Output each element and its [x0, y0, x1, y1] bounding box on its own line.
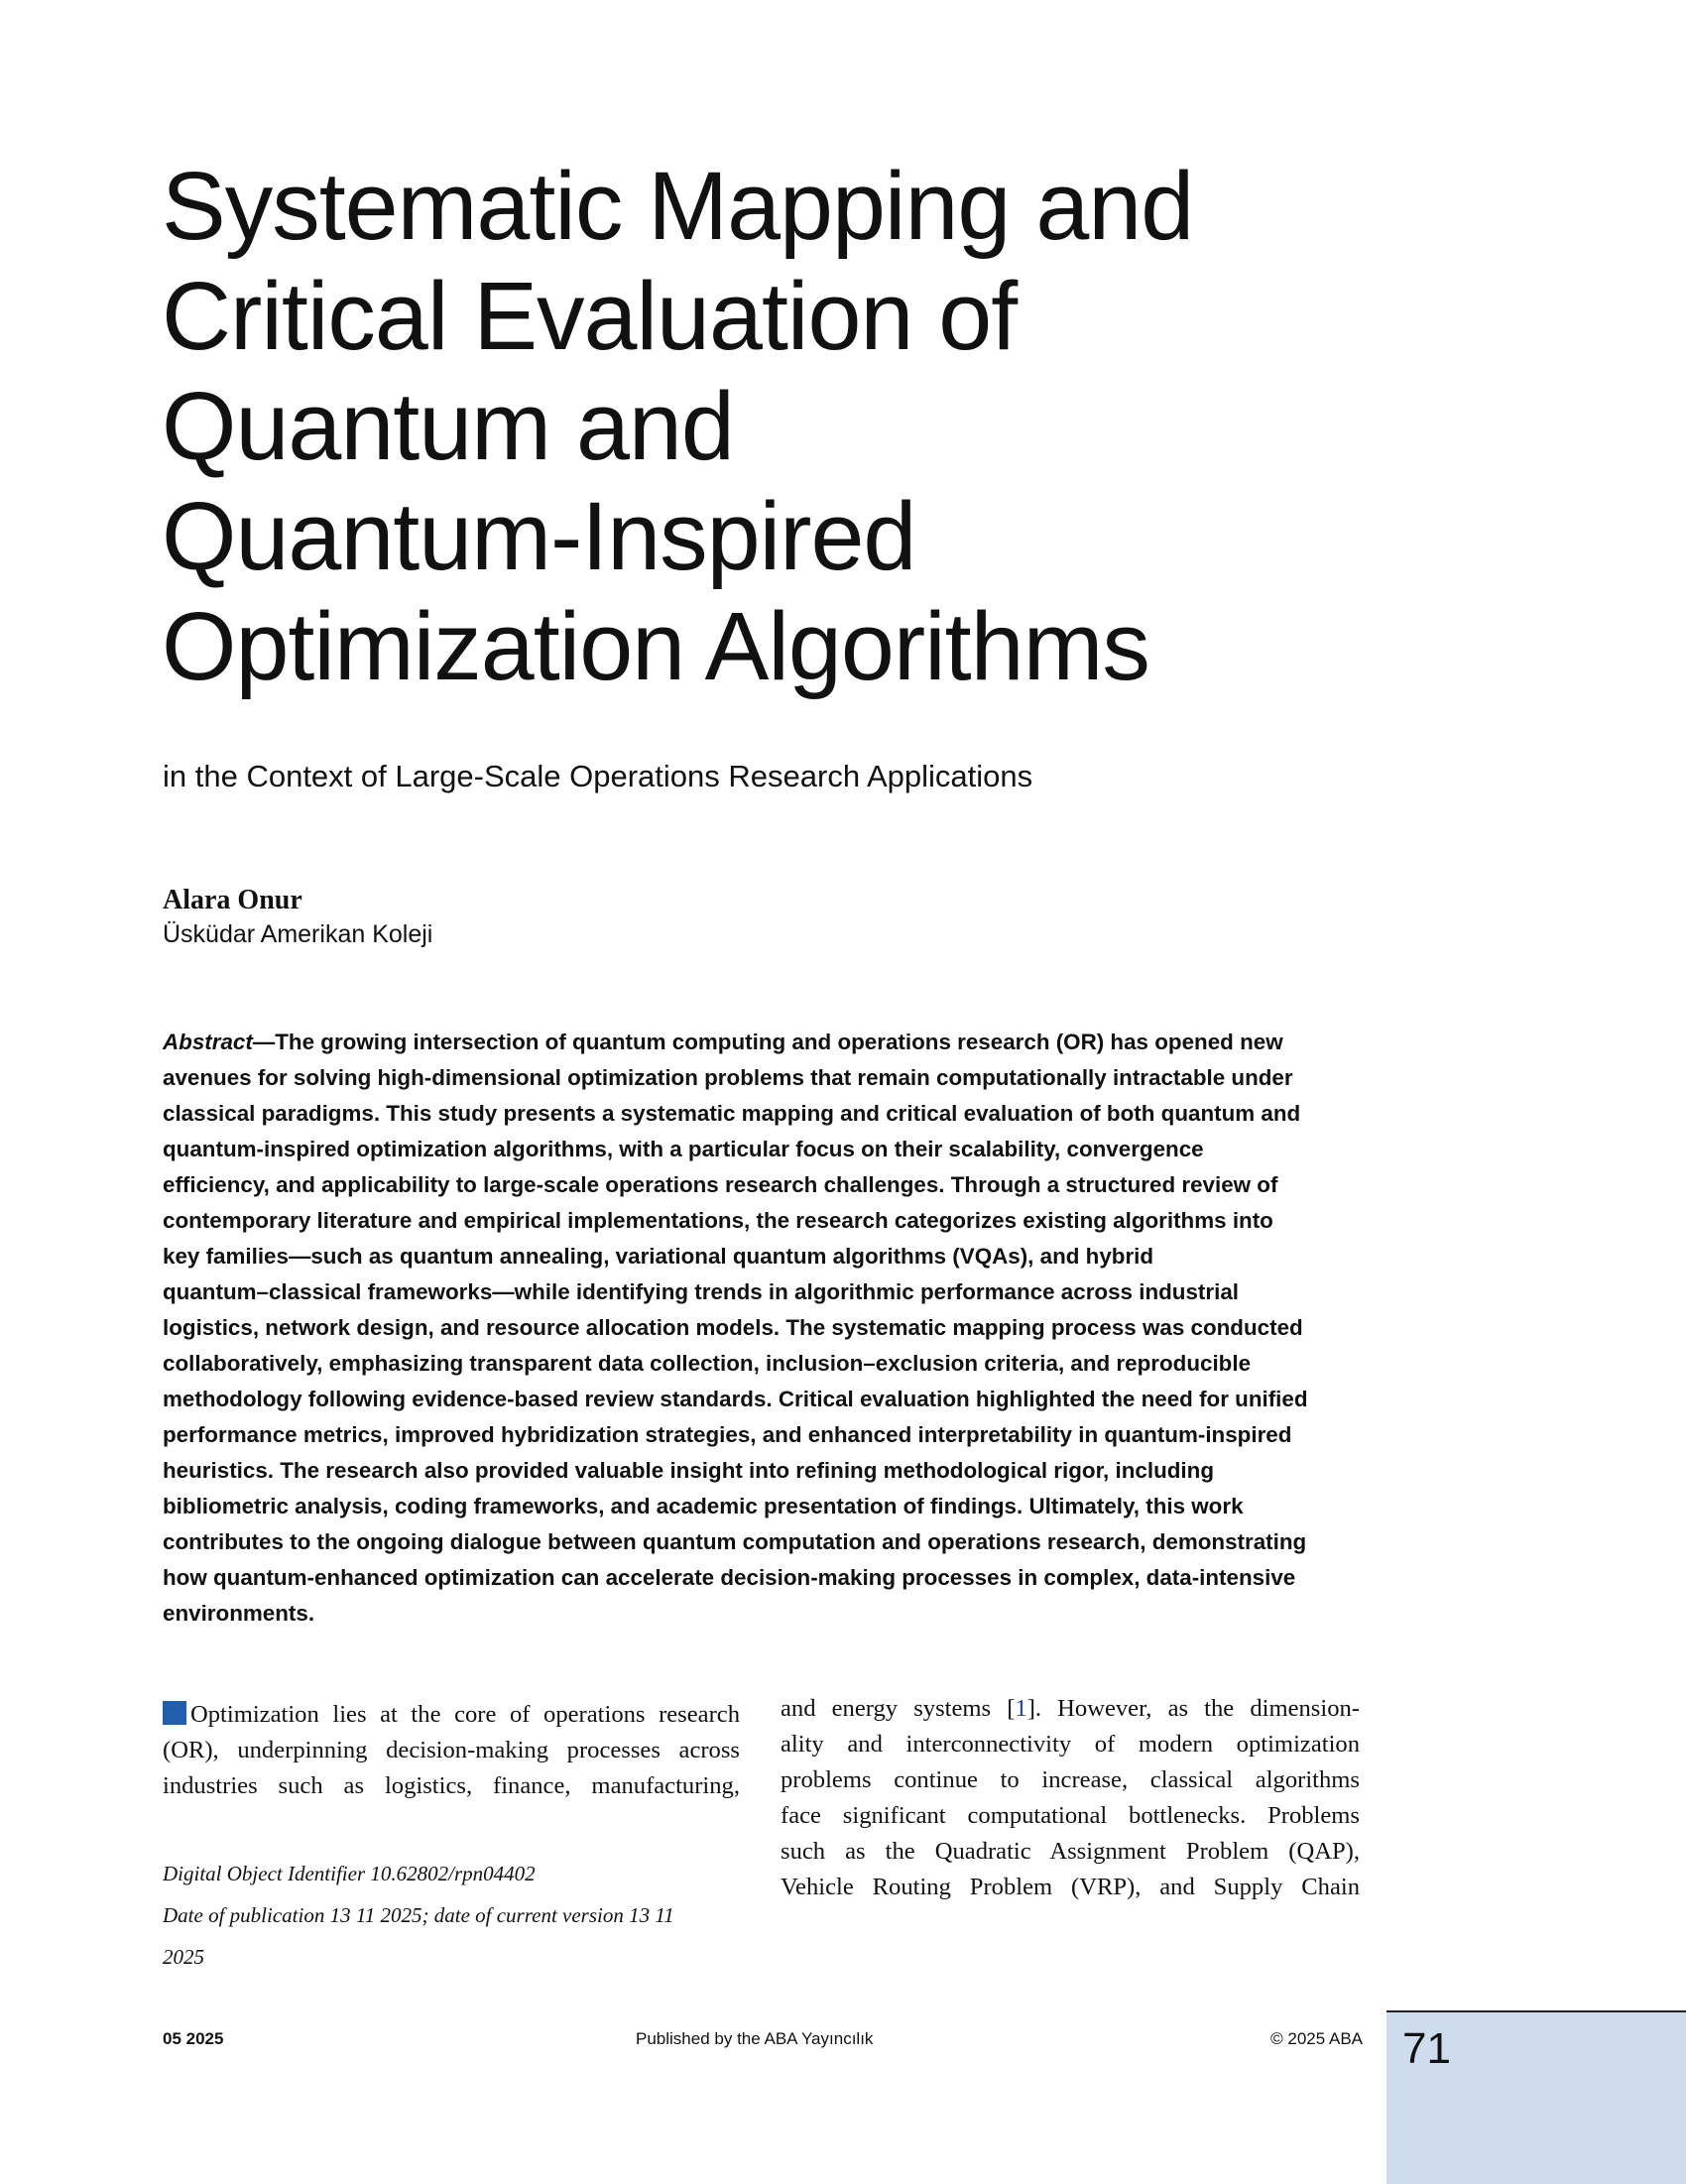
abstract-line: efficiency, and applicability to large-scale operations research challenges. Through a structured review of — [163, 1172, 1278, 1197]
title-line: Systematic Mapping and — [162, 152, 1194, 260]
abstract-line: quantum-inspired optimization algorithms, with a particular focus on their scalability, convergence — [163, 1137, 1204, 1161]
author-affiliation: Üsküdar Amerikan Koleji — [163, 920, 433, 948]
body-line — [163, 1697, 740, 1733]
citation-link[interactable]: 1 — [1015, 1695, 1027, 1722]
title-line: Quantum-Inspired — [162, 482, 916, 590]
title-line: Optimization Algorithms — [162, 592, 1149, 700]
body-line: face significant computational bottlenecks. Problems — [781, 1802, 1360, 1829]
abstract-line: classical paradigms. This study presents a systematic mapping and critical evaluation of both quantum and — [163, 1101, 1301, 1126]
body-line-text: Optimization lies at the core of operations research — [190, 1701, 740, 1728]
abstract-line: how quantum-enhanced optimization can accelerate decision-making processes in complex, data-intensive — [163, 1565, 1296, 1590]
abstract-line: performance metrics, improved hybridization strategies, and enhanced interpretability in quantum-inspired — [163, 1422, 1292, 1447]
abstract-line: contributes to the ongoing dialogue between quantum computation and operations research, demonstrating — [163, 1529, 1307, 1554]
body-line — [781, 1691, 1360, 1727]
body-line: industries such as logistics, finance, manufacturing, — [163, 1772, 740, 1799]
page-number: 71 — [1402, 2024, 1451, 2073]
body-line-text: ]. However, as the dimension- — [1026, 1695, 1360, 1722]
abstract-line: logistics, network design, and resource allocation models. The systematic mapping process was conducted — [163, 1315, 1303, 1340]
abstract-line: methodology following evidence-based review standards. Critical evaluation highlighted the need for unified — [163, 1387, 1308, 1411]
body-column-right — [781, 1691, 1360, 1905]
abstract-line: bibliometric analysis, coding frameworks, and academic presentation of findings. Ultimately, this work — [163, 1494, 1244, 1518]
abstract-first-line: —The growing intersection of quantum computing and operations research (OR) has opened new — [252, 1030, 1283, 1054]
title-line: Quantum and — [162, 372, 734, 480]
body-line: problems continue to increase, classical algorithms — [781, 1766, 1360, 1793]
body-line: ality and interconnectivity of modern optimization — [781, 1731, 1360, 1758]
section-marker-icon — [163, 1701, 186, 1725]
paper-title — [162, 151, 1352, 701]
footer-copyright: © 2025 ABA — [1270, 2029, 1363, 2048]
title-line: Critical Evaluation of — [162, 262, 1018, 370]
paper-subtitle: in the Context of Large-Scale Operations Research Applications — [163, 759, 1033, 793]
abstract-line: key families—such as quantum annealing, variational quantum algorithms (VQAs), and hybrid — [163, 1244, 1154, 1269]
publication-dates: Date of publication 13 11 2025; date of current version 13 11 — [163, 1903, 674, 1927]
publication-dates-cont: 2025 — [163, 1945, 204, 1969]
author-name: Alara Onur — [163, 885, 302, 915]
footer-publisher: Published by the ABA Yayıncılık — [636, 2029, 874, 2048]
abstract-line — [163, 1025, 1363, 1060]
abstract-line: avenues for solving high-dimensional optimization problems that remain computationally intractable under — [163, 1065, 1293, 1090]
publication-metadata — [163, 1853, 740, 1978]
abstract — [163, 1025, 1363, 1632]
body-line: such as the Quadratic Assignment Problem (QAP), — [781, 1838, 1360, 1865]
page-number-box — [1386, 2010, 1686, 2184]
doi: Digital Object Identifier 10.62802/rpn04402 — [163, 1862, 536, 1885]
body-line-text: and energy systems [ — [781, 1695, 1016, 1722]
body-column-left — [163, 1697, 740, 1804]
body-line: (OR), underpinning decision-making processes across — [163, 1737, 740, 1763]
abstract-line: contemporary literature and empirical implementations, the research categorizes existing algorithms into — [163, 1208, 1273, 1233]
body-line: Vehicle Routing Problem (VRP), and Supply Chain — [781, 1874, 1360, 1900]
abstract-line: heuristics. The research also provided valuable insight into refining methodological rigor, including — [163, 1458, 1215, 1483]
footer-issue: 05 2025 — [163, 2029, 224, 2048]
abstract-line: quantum–classical frameworks—while identifying trends in algorithmic performance across industrial — [163, 1279, 1239, 1304]
abstract-line: environments. — [163, 1601, 315, 1626]
abstract-label: Abstract — [163, 1030, 253, 1054]
abstract-line: collaboratively, emphasizing transparent data collection, inclusion–exclusion criteria, and reproducible — [163, 1351, 1252, 1376]
